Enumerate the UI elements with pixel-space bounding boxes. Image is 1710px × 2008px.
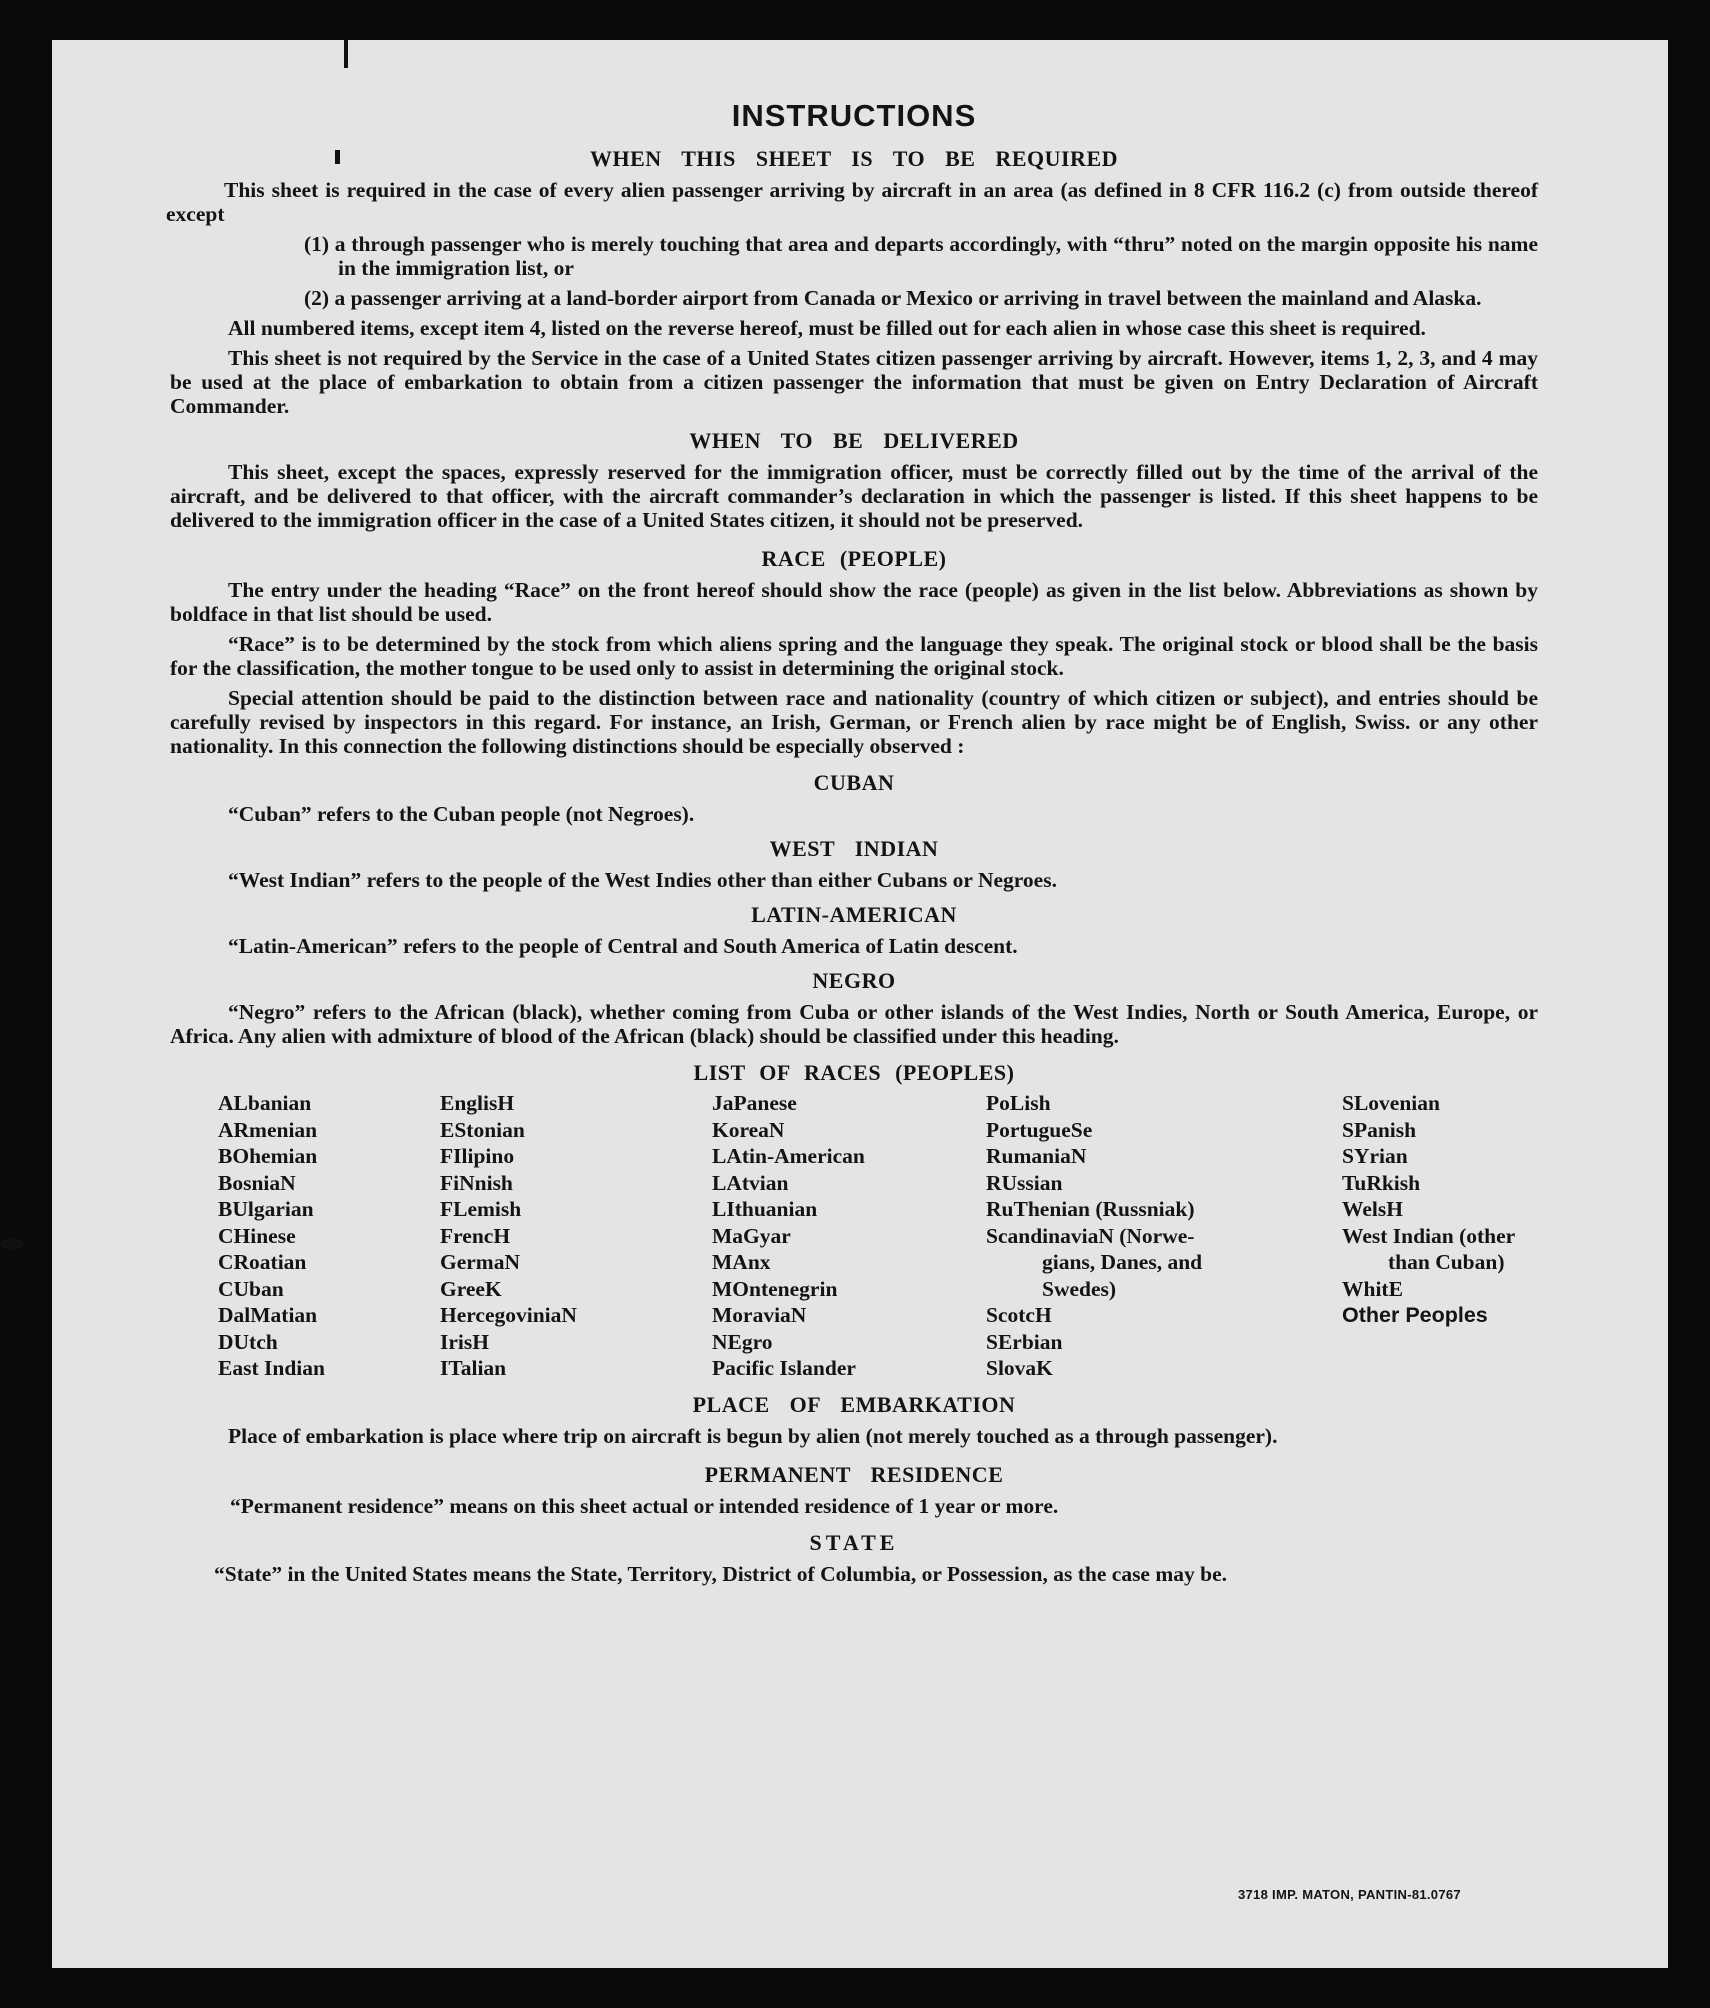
race-item: ScotcH: [986, 1303, 1052, 1327]
race-item: FrencH: [440, 1223, 511, 1248]
residence-text: “Permanent residence” means on this sheet actual or intended residence of 1 year or more.: [230, 1493, 1059, 1518]
race-item: RumaniaN: [986, 1144, 1087, 1168]
race-item: SYrian: [1342, 1144, 1408, 1168]
ink-blot-mark: [335, 150, 340, 164]
race-item: MoraviaN: [712, 1303, 807, 1327]
section-heading-latin-american: LATIN-AMERICAN: [751, 902, 957, 927]
race-item: SErbian: [986, 1329, 1063, 1354]
section-heading-state: STATE: [809, 1529, 899, 1555]
race-item: MAnx: [712, 1250, 771, 1274]
race-item: CRoatian: [218, 1250, 307, 1274]
race-item: SlovaK: [986, 1356, 1053, 1380]
races-column-4: [986, 1090, 1342, 1382]
race-item: FIlipino: [440, 1144, 515, 1168]
race-item: West Indian (other: [1342, 1223, 1516, 1248]
race-item: RUssian: [986, 1170, 1063, 1195]
required-para-2: All numbered items, except item 4, listed on the reverse hereof, must be filled out for each alien in whose case this sheet is required.: [228, 316, 1426, 340]
race-item: HercegoviniaN: [440, 1303, 577, 1327]
ink-blot-mark: [344, 40, 348, 68]
printer-imprint: 3718 IMP. MATON, PANTIN-81.0767: [1238, 1887, 1461, 1902]
race-item: MOntenegrin: [712, 1276, 838, 1301]
embarkation-text: Place of embarkation is place where trip on aircraft is begun by alien (not merely touched as a through passenger).: [228, 1423, 1278, 1448]
race-item: ALbanian: [218, 1091, 312, 1115]
required-item-2: (2) a passenger arriving at a land-border airport from Canada or Mexico or arriving in travel between the mainland and Alaska.: [304, 286, 1482, 310]
section-heading-west-indian: WEST INDIAN: [769, 836, 939, 861]
race-item-continuation: gians, Danes, and: [1042, 1250, 1203, 1274]
race-item: WhitE: [1342, 1276, 1403, 1301]
required-para-3: This sheet is not required by the Service in the case of a United States citizen passenger arriving by aircraft. However, items 1, 2, 3, and 4 may be used at the place of embarkation to obtain from a citizen passenger the information that must be given on Entry Declaration of Aircraft Commander.: [170, 346, 1538, 418]
race-item: KoreaN: [712, 1117, 785, 1142]
race-item: ARmenian: [218, 1117, 318, 1142]
race-item-continuation: than Cuban): [1388, 1250, 1505, 1274]
race-item: GermaN: [440, 1250, 520, 1274]
race-item: BUlgarian: [218, 1197, 314, 1221]
section-heading-residence: PERMANENT RESIDENCE: [704, 1461, 1004, 1487]
race-item: DUtch: [218, 1329, 278, 1354]
section-heading-cuban: CUBAN: [813, 770, 895, 795]
race-para-2: “Race” is to be determined by the stock from which aliens spring and the language they speak. The original stock or blood shall be the basis for the classification, the mother tongue to be used only to assist in determining the original stock.: [170, 632, 1538, 680]
race-item: PortugueSe: [986, 1117, 1093, 1142]
race-item: SPanish: [1342, 1117, 1417, 1142]
race-item: NEgro: [712, 1329, 773, 1354]
race-item: RuThenian (Russniak): [986, 1197, 1195, 1221]
race-item: SLovenian: [1342, 1091, 1440, 1115]
required-intro: This sheet is required in the case of every alien passenger arriving by aircraft in an area (as defined in 8 CFR 116.2 (c) from outside thereof except: [166, 178, 1538, 226]
race-item: IrisH: [440, 1329, 489, 1354]
latin-american-text: “Latin-American” refers to the people of Central and South America of Latin descent.: [228, 934, 1018, 958]
race-item: East Indian: [218, 1356, 325, 1380]
section-heading-negro: NEGRO: [812, 968, 896, 993]
race-item: FiNnish: [440, 1170, 513, 1195]
delivered-text: This sheet, except the spaces, expressly reserved for the immigration officer, must be correctly filled out by the time of the arrival of the aircraft, and be delivered to that officer, with the aircraft commander’s declaration in which the passenger is listed. If this sheet happens to be delivered to the immigration officer in the case of a United States citizen, it should not be preserved.: [170, 460, 1538, 532]
negro-text: “Negro” refers to the African (black), whether coming from Cuba or other islands of the West Indies, North or South America, Europe, or Africa. Any alien with admixture of blood of the African (black) should be classified under this heading.: [170, 1000, 1538, 1048]
race-item: PoLish: [986, 1091, 1051, 1115]
race-item: DalMatian: [218, 1303, 318, 1327]
section-heading-race: RACE (PEOPLE): [761, 546, 947, 571]
race-item: LIthuanian: [712, 1197, 818, 1221]
race-item: BosniaN: [218, 1170, 296, 1195]
race-para-3: Special attention should be paid to the distinction between race and nationality (country of which citizen or subject), and entries should be carefully revised by inspectors in this regard. For instance, an Irish, German, or French alien by race might be of English, Swiss. or any other nationality. In this connection the following distinctions should be especially observed :: [170, 686, 1538, 758]
list-of-races-heading: LIST OF RACES (PEOPLES): [693, 1060, 1015, 1085]
race-item: Pacific Islander: [712, 1356, 856, 1380]
race-item: ScandinaviaN (Norwe-: [986, 1223, 1195, 1248]
west-indian-text: “West Indian” refers to the people of the West Indies other than either Cubans or Negroes.: [228, 868, 1057, 892]
race-item: WelsH: [1342, 1197, 1403, 1221]
races-column-3: [712, 1090, 986, 1382]
section-heading-delivered: WHEN TO BE DELIVERED: [689, 428, 1019, 453]
race-para-1: The entry under the heading “Race” on the front hereof should show the race (people) as given in the list below. Abbreviations as shown by boldface in that list should be used.: [170, 578, 1538, 626]
races-column-5: [1342, 1090, 1592, 1382]
race-item: CHinese: [218, 1223, 296, 1248]
race-item: LAtin-American: [712, 1144, 865, 1168]
race-item: TuRkish: [1342, 1170, 1421, 1195]
race-item: BOhemian: [218, 1144, 318, 1168]
race-item: MaGyar: [712, 1223, 791, 1248]
race-item: LAtvian: [712, 1170, 789, 1195]
ink-blot-mark: [0, 1238, 24, 1250]
race-item: JaPanese: [712, 1091, 797, 1115]
race-item: GreeK: [440, 1276, 502, 1301]
section-heading-required: WHEN THIS SHEET IS TO BE REQUIRED: [589, 146, 1119, 171]
race-item: EStonian: [440, 1117, 525, 1142]
page-title: INSTRUCTIONS: [731, 98, 977, 133]
race-item: Other Peoples: [1342, 1303, 1488, 1327]
cuban-text: “Cuban” refers to the Cuban people (not Negroes).: [228, 802, 695, 826]
document-sheet: [52, 40, 1668, 1968]
race-item-continuation: Swedes): [1042, 1276, 1117, 1301]
races-column-1: [218, 1090, 440, 1382]
state-text: “State” in the United States means the State, Territory, District of Columbia, or Possession, as the case may be.: [214, 1561, 1228, 1586]
race-item: ITalian: [440, 1356, 507, 1380]
races-column-2: [440, 1090, 712, 1382]
required-item-1: (1) a through passenger who is merely touching that area and departs accordingly, with “thru” noted on the margin opposite his name in the immigration list, or: [304, 232, 1538, 280]
races-list: [218, 1090, 1538, 1382]
race-item: FLemish: [440, 1197, 522, 1221]
race-item: EnglisH: [440, 1091, 515, 1115]
race-item: CUban: [218, 1276, 284, 1301]
section-heading-embarkation: PLACE OF EMBARKATION: [692, 1391, 1016, 1417]
